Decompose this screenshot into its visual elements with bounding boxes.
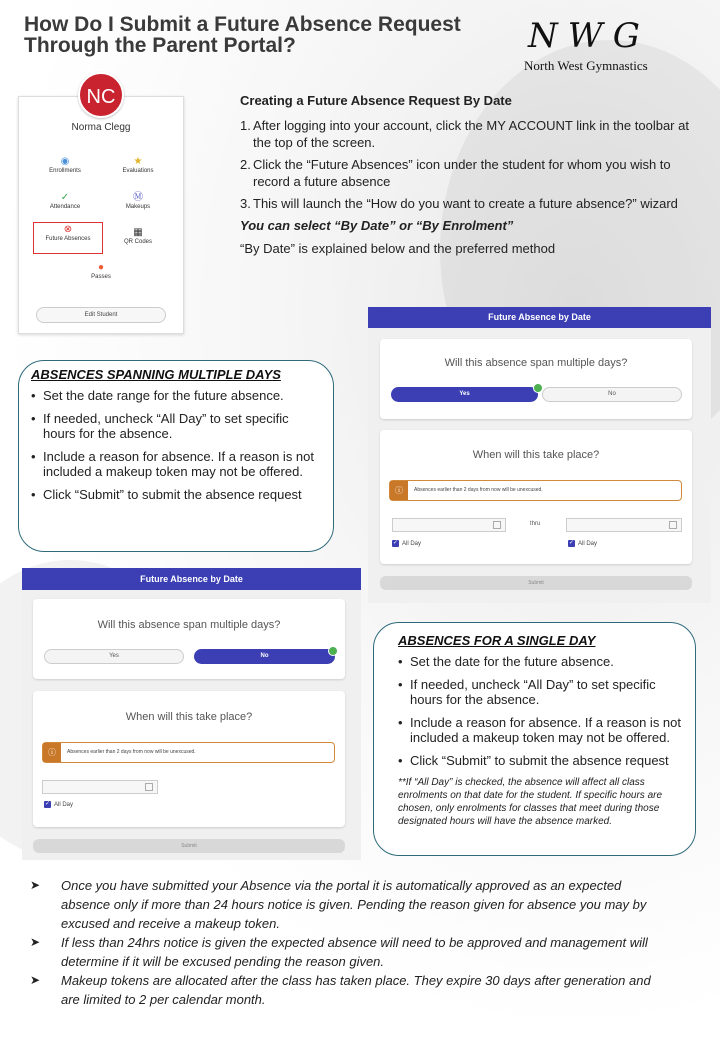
evaluations-tile[interactable]: [103, 155, 173, 185]
no-button[interactable]: No: [542, 387, 682, 402]
panel-header: Future Absence by Date: [22, 568, 361, 590]
star-icon: ★: [133, 156, 143, 167]
attendance-tile[interactable]: [30, 191, 100, 221]
callout-item: • Click “Submit” to submit the absence request: [31, 487, 321, 502]
title-line: Through the Parent Portal?: [24, 34, 296, 57]
when-question: When will this take place?: [472, 449, 600, 461]
future-absence-panel-single: [22, 568, 361, 860]
arrow-bullet-icon: ➤: [30, 973, 41, 987]
note-item: [30, 933, 670, 971]
check-icon: ✓: [392, 540, 399, 546]
allday-label: All Day: [54, 802, 74, 809]
step-text: Click the “Future Absences” icon under the student for whom you wish to record a future absence: [253, 157, 671, 189]
callout-item: • Include a reason for absence. If a reason is not included a makeup token may not be offered.: [398, 715, 685, 745]
callout-item: • Include a reason for absence. If a reason is not included a makeup token may not be offered.: [31, 449, 321, 479]
yes-button[interactable]: Yes: [44, 649, 184, 664]
tile-label: Enrollments: [49, 168, 81, 174]
future-absences-tile[interactable]: [33, 222, 103, 254]
qr-code-icon: ▦: [133, 227, 143, 238]
tile-label: QR Codes: [123, 239, 152, 245]
logo-mark: NWG: [528, 16, 650, 56]
bottom-notes: [30, 876, 670, 1009]
page-title: [24, 14, 524, 56]
warning-text: Absences earlier than 2 days from now will be unexcused.: [414, 487, 543, 493]
step-number: 2.: [240, 157, 251, 172]
allday-checkbox-end[interactable]: [568, 540, 597, 547]
span-question: Will this absence span multiple days?: [444, 357, 628, 369]
warning-text: Absences earlier than 2 days from now will be unexcused.: [67, 749, 196, 755]
warning-box: [389, 480, 682, 501]
callout-title: ABSENCES SPANNING MULTIPLE DAYS: [31, 367, 281, 382]
check-icon: ✓: [568, 540, 575, 546]
pass-dot-icon: ●: [97, 262, 105, 273]
future-absence-panel-multi: [368, 307, 711, 603]
passes-tile[interactable]: [66, 261, 136, 291]
note-text: Once you have submitted your Absence via the portal it is automatically approved as an expected absence only if more than 24 hours notice is given. Pending the reason given for absence you may by excused and receive a makeup token.: [61, 878, 647, 931]
callout-item: • If needed, uncheck “All Day” to set specific hours for the absence.: [31, 411, 321, 441]
callout-item: • Set the date range for the future absence.: [31, 388, 321, 403]
tile-label: Attendance: [49, 204, 81, 210]
step: [240, 156, 700, 190]
submit-button[interactable]: Submit: [33, 839, 345, 853]
callout-multiple-days: [18, 360, 334, 552]
step: [240, 117, 700, 151]
submit-button[interactable]: Submit: [380, 576, 692, 590]
check-circle-icon: ✓: [60, 192, 70, 203]
when-card: [33, 691, 345, 827]
instructions: [240, 92, 700, 257]
allday-checkbox-start[interactable]: [392, 540, 421, 547]
makeups-tile[interactable]: [103, 191, 173, 221]
warning-box: [42, 742, 335, 763]
step-text: After logging into your account, click the MY ACCOUNT link in the toolbar at the top of the screen.: [253, 118, 689, 150]
allday-label: All Day: [578, 541, 598, 548]
allday-checkbox[interactable]: [44, 801, 73, 808]
step-number: 3.: [240, 196, 251, 211]
callout-item: • Click “Submit” to submit the absence request: [398, 753, 685, 768]
cancel-circle-icon: ⊗: [63, 224, 73, 235]
logo-text: North West Gymnastics: [524, 58, 648, 73]
when-card: [380, 430, 692, 564]
title-line: How Do I Submit a Future Absence Request: [24, 13, 461, 36]
edit-student-button[interactable]: Edit Student: [36, 307, 166, 323]
note-text: If less than 24hrs notice is given the expected absence will need to be approved and management will determine if it will be excused pending the reason given.: [61, 935, 648, 969]
step-number: 1.: [240, 118, 251, 133]
tile-label: Future Absences: [45, 236, 91, 242]
enrollments-tile[interactable]: [30, 155, 100, 185]
end-date-input[interactable]: [566, 518, 682, 532]
callout-single-day: [373, 622, 696, 856]
arrow-bullet-icon: ➤: [30, 878, 41, 892]
tile-label: Passes: [91, 274, 111, 280]
step: [240, 195, 700, 212]
selected-check-icon: [328, 646, 338, 656]
info-icon: ⓘ: [43, 743, 61, 762]
span-question-card: [33, 599, 345, 679]
panel-header: Future Absence by Date: [368, 307, 711, 328]
avatar: NC: [78, 72, 124, 118]
all-day-note: **If “All Day” is checked, the absence will affect all class enrolments on that date for the student. If specific hours are chosen, only enrolments for classes that meet during those designated hours will have the absence marked.: [398, 777, 663, 827]
no-button[interactable]: No: [194, 649, 335, 664]
calendar-icon: [493, 521, 501, 529]
when-question: When will this take place?: [125, 711, 253, 723]
check-icon: ✓: [44, 801, 51, 807]
span-question-card: [380, 339, 692, 419]
allday-label: All Day: [402, 541, 422, 548]
users-icon: ◉: [60, 156, 70, 167]
tile-label: Makeups: [125, 204, 151, 210]
instructions-heading: Creating a Future Absence Request By Date: [240, 93, 512, 108]
thru-label: thru: [530, 521, 541, 527]
by-date-explanation: “By Date” is explained below and the preferred method: [240, 241, 556, 256]
calendar-icon: [145, 783, 153, 791]
callout-item: • If needed, uncheck “All Day” to set specific hours for the absence.: [398, 677, 685, 707]
tile-label: Evaluations: [122, 168, 154, 174]
student-name: Norma Clegg: [71, 122, 131, 133]
step-text: This will launch the “How do you want to create a future absence?” wizard: [253, 196, 678, 211]
info-icon: ⓘ: [390, 481, 408, 500]
date-input[interactable]: [42, 780, 158, 794]
qr-codes-tile[interactable]: [103, 226, 173, 256]
note-item: [30, 971, 670, 1009]
nwg-logo: [520, 16, 700, 74]
yes-button[interactable]: Yes: [391, 387, 538, 402]
selection-options: You can select “By Date” or “By Enrolment”: [240, 218, 514, 233]
makeup-icon: Ⓜ: [133, 192, 143, 203]
start-date-input[interactable]: [392, 518, 506, 532]
arrow-bullet-icon: ➤: [30, 935, 41, 949]
callout-title: ABSENCES FOR A SINGLE DAY: [398, 633, 596, 648]
calendar-icon: [669, 521, 677, 529]
callout-item: • Set the date for the future absence.: [398, 654, 685, 669]
note-item: [30, 876, 670, 933]
span-question: Will this absence span multiple days?: [97, 619, 281, 631]
note-text: Makeup tokens are allocated after the class has taken place. They expire 30 days after generation and are limited to 2 per calendar month.: [61, 973, 651, 1007]
